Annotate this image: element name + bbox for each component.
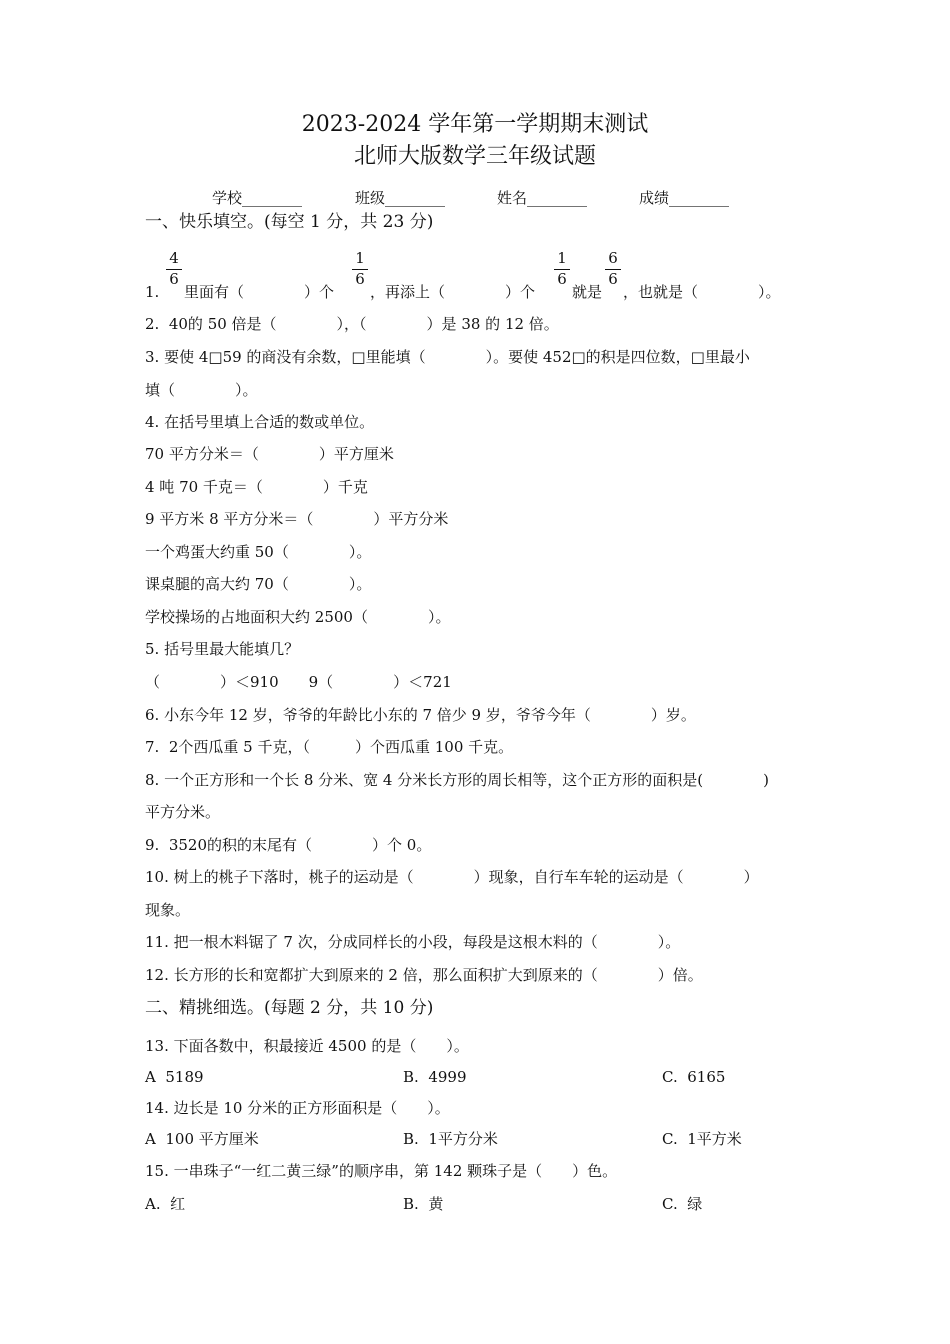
q14-stem: 14. 边长是 10 分米的正方形面积是（ ）。 <box>145 1099 450 1117</box>
q4-item-1: 70 平方分米＝（ ）平方厘米 <box>145 445 394 463</box>
q10-line: 10. 树上的桃子下落时，桃子的运动是（ ）现象，自行车车轮的运动是（ ） <box>145 868 759 886</box>
exam-title: 2023-2024 学年第一学期期末测试 <box>301 112 649 137</box>
q1-text-4: ，也就是（ ）。 <box>623 283 781 301</box>
q1-text-3: 就是 <box>572 283 603 301</box>
fraction-numerator: 4 <box>169 249 179 267</box>
name-field: 姓名________ <box>497 189 588 207</box>
q3-line-cont: 填（ ）。 <box>145 381 258 399</box>
fraction-denominator: 6 <box>608 270 618 288</box>
q12-line: 12. 长方形的长和宽都扩大到原来的 2 倍，那么面积扩大到原来的（ ）倍。 <box>145 966 703 984</box>
section2-heading: 二、精挑细选。(每题 2 分，共 10 分) <box>145 998 434 1018</box>
q1-fraction-3 <box>554 250 570 288</box>
q5-items: （ ）＜910 9（ ）＜721 <box>145 673 452 691</box>
q1-fraction-1 <box>166 250 182 288</box>
q14-option-a: A 100 平方厘米 <box>145 1130 259 1148</box>
fraction-numerator: 1 <box>355 249 365 267</box>
fraction-denominator: 6 <box>355 270 365 288</box>
q15-option-a: A. 红 <box>145 1195 186 1213</box>
exam-subtitle: 北师大版数学三年级试题 <box>353 144 596 169</box>
q13-option-b: B. 4999 <box>403 1068 467 1086</box>
q2-line: 2. 40的 50 倍是（ ），（ ）是 38 的 12 倍。 <box>145 315 559 333</box>
q4-item-6: 学校操场的占地面积大约 2500（ ）。 <box>145 608 451 626</box>
fraction-denominator: 6 <box>169 270 179 288</box>
q4-item-5: 课桌腿的高大约 70（ ）。 <box>145 575 372 593</box>
q4-line: 4. 在括号里填上合适的数或单位。 <box>145 413 375 431</box>
score-field: 成绩________ <box>639 189 730 207</box>
q8-line-cont: 平方分米。 <box>145 803 221 821</box>
fraction-numerator: 6 <box>608 249 618 267</box>
q14-option-b: B. 1平方分米 <box>403 1130 498 1148</box>
q15-option-b: B. 黄 <box>403 1195 444 1213</box>
q10-line-cont: 现象。 <box>145 901 191 919</box>
q13-stem: 13. 下面各数中，积最接近 4500 的是（ ）。 <box>145 1037 469 1055</box>
q15-stem: 15. 一串珠子“一红二黄三绿”的顺序串，第 142 颗珠子是（ ）色。 <box>145 1162 618 1180</box>
fraction-numerator: 1 <box>557 249 567 267</box>
q4-item-2: 4 吨 70 千克＝（ ）千克 <box>145 478 368 496</box>
fraction-denominator: 6 <box>557 270 567 288</box>
q1-number: 1. <box>145 283 160 301</box>
q6-line: 6. 小东今年 12 岁，爷爷的年龄比小东的 7 倍少 9 岁，爷爷今年（ ）岁。 <box>145 706 696 724</box>
q13-option-a: A 5189 <box>145 1068 204 1086</box>
q4-item-4: 一个鸡蛋大约重 50（ ）。 <box>145 543 372 561</box>
school-field: 学校________ <box>212 189 303 207</box>
q1-fraction-4 <box>605 250 621 288</box>
q13-option-c: C. 6165 <box>662 1068 726 1086</box>
q14-option-c: C. 1平方米 <box>662 1130 742 1148</box>
q4-item-3: 9 平方米 8 平方分米＝（ ）平方分米 <box>145 510 449 528</box>
q1-text-2: ，再添上（ ）个 <box>370 283 536 301</box>
q5-line: 5. 括号里最大能填几？ <box>145 640 300 658</box>
section1-heading: 一、快乐填空。(每空 1 分，共 23 分) <box>145 212 434 232</box>
q3-line: 3. 要使 4□59 的商没有余数，□里能填（ ）。要使 452□的积是四位数，□里最小 <box>145 348 750 366</box>
q1-text-1: 里面有（ ）个 <box>184 283 335 301</box>
class-field: 班级________ <box>355 189 446 207</box>
q9-line: 9. 3520的积的末尾有（ ）个 0。 <box>145 836 432 854</box>
q11-line: 11. 把一根木料锯了 7 次，分成同样长的小段，每段是这根木料的（ ）。 <box>145 933 681 951</box>
q7-line: 7. 2个西瓜重 5 千克，（ ）个西瓜重 100 千克。 <box>145 738 514 756</box>
q8-line: 8. 一个正方形和一个长 8 分米、宽 4 分米长方形的周长相等，这个正方形的面积是( ) <box>145 771 769 789</box>
q15-option-c: C. 绿 <box>662 1195 703 1213</box>
q1-fraction-2 <box>352 250 368 288</box>
